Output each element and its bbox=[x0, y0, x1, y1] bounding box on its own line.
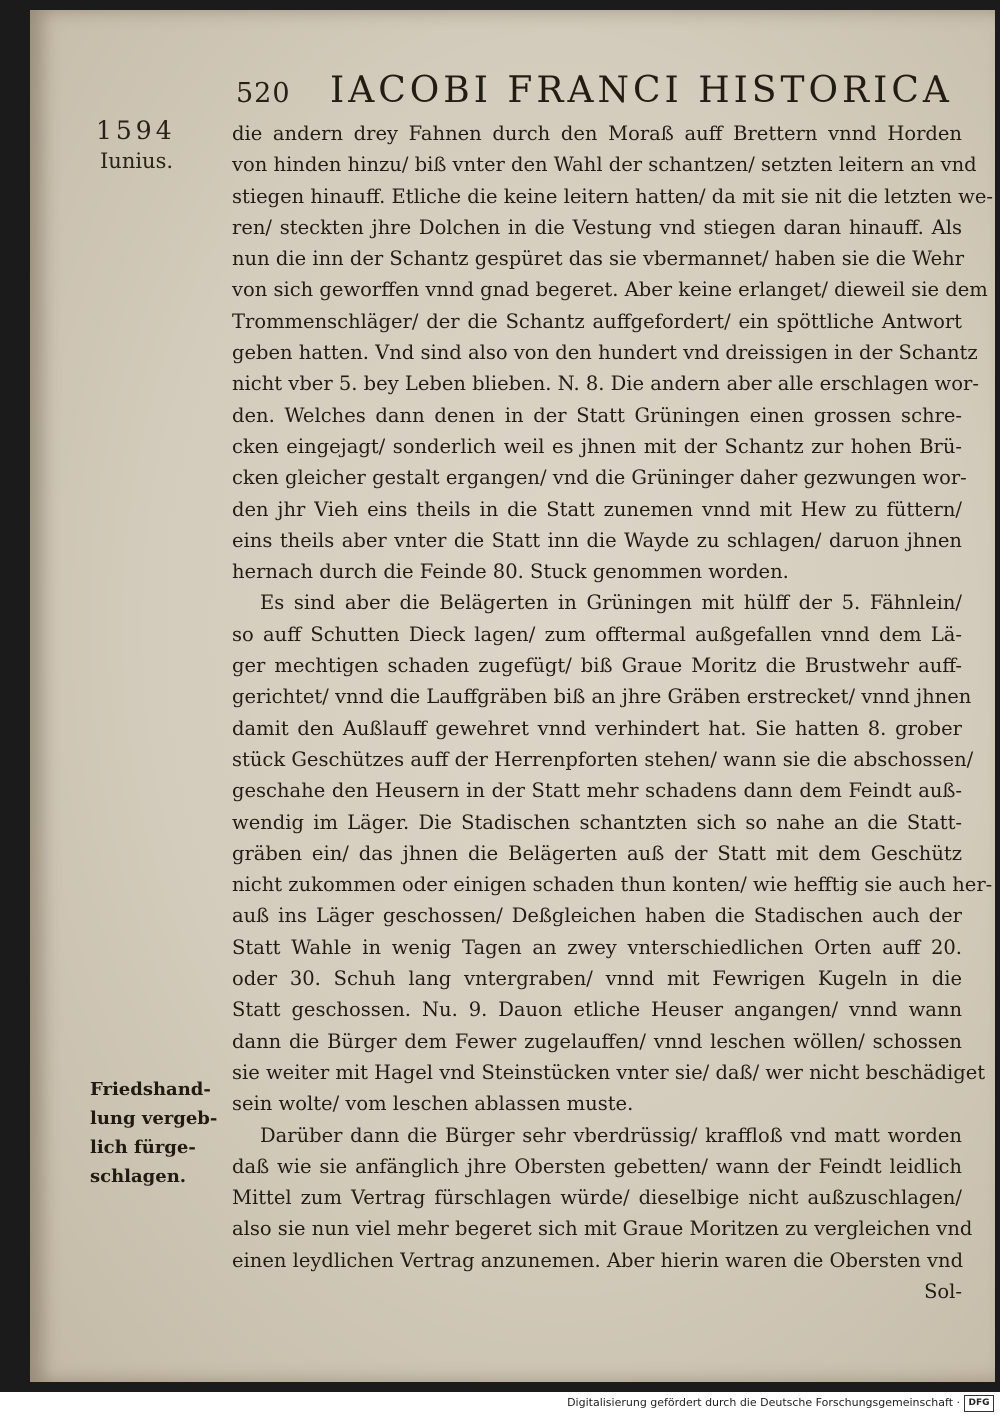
text-line: gräben ein/ das jhnen die Belägerten auß der Statt mit dem Geschütz bbox=[232, 841, 962, 865]
marginal-note-line: lung vergeb- bbox=[90, 1108, 218, 1129]
page-number: 520 bbox=[236, 78, 291, 109]
text-line: cken gleicher gestalt ergangen/ vnd die Grüninger daher gezwungen wor- bbox=[232, 466, 967, 490]
text-line: Mittel zum Vertrag fürschlagen würde/ dieselbige nicht außzuschlagen/ bbox=[232, 1186, 962, 1210]
text-line: cken eingejagt/ sonderlich weil es jhnen mit der Schantz zur hohen Brü- bbox=[232, 434, 962, 458]
text-line: stück Geschützes auff der Herrenpforten stehen/ wann sie die abschossen/ bbox=[232, 747, 974, 771]
text-line: dann die Bürger dem Fewer zugelauffen/ vnnd leschen wöllen/ schossen bbox=[232, 1029, 962, 1053]
text-line: Statt geschossen. Nu. 9. Dauon etliche Heuser angangen/ vnnd wann bbox=[232, 998, 962, 1022]
text-line: also sie nun viel mehr begeret sich mit Graue Moritzen zu vergleichen vnd bbox=[232, 1217, 973, 1241]
text-line: oder 30. Schuh lang vntergraben/ vnnd mit Fewrigen Kugeln in die bbox=[232, 967, 962, 991]
funding-notice: Digitalisierung gefördert durch die Deutsche Forschungsgemeinschaft · bbox=[567, 1396, 960, 1409]
text-line: gerichtet/ vnnd die Lauffgräben biß an jhre Gräben erstrecket/ vnnd jhnen bbox=[232, 685, 972, 709]
marginal-note-line: lich fürge- bbox=[90, 1137, 196, 1158]
text-line: wendig im Läger. Die Stadischen schantzten sich so nahe an die Statt- bbox=[232, 810, 962, 834]
text-line: Es sind aber die Belägerten in Grüningen mit hülff der 5. Fähnlein/ bbox=[260, 591, 962, 615]
text-line: einen leydlichen Vertrag anzunemen. Aber hierin waren die Obersten vnd bbox=[232, 1248, 964, 1272]
catchword: Sol- bbox=[924, 1279, 962, 1303]
text-line: nicht zukommen oder einigen schaden thun konten/ wie hefftig sie auch her- bbox=[232, 873, 993, 897]
text-line: den jhr Vieh eins theils in die Statt zunemen vnnd mit Hew zu füttern/ bbox=[232, 497, 962, 521]
text-line: ger mechtigen schaden zugefügt/ biß Graue Moritz die Brustwehr auff- bbox=[232, 654, 962, 678]
text-line: Darüber dann die Bürger sehr vberdrüssig/ kraffloß vnd matt worden bbox=[260, 1123, 962, 1147]
text-line: damit den Außlauff gewehret vnnd verhindert hat. Sie hatten 8. grober bbox=[232, 716, 962, 740]
text-line: eins theils aber vnter die Statt inn die Wayde zu schlagen/ daruon jhnen bbox=[232, 528, 962, 552]
marginal-note-line: schlagen. bbox=[90, 1166, 187, 1187]
marginal-note-line: Friedshand- bbox=[90, 1079, 211, 1100]
text-line: so auff Schutten Dieck lagen/ zum offtermal außgefallen vnnd dem Lä- bbox=[232, 622, 962, 646]
text-line: nun die inn der Schantz gespüret das sie vbermannet/ haben sie die Wehr bbox=[232, 247, 965, 271]
margin-year: 1594 bbox=[96, 116, 176, 145]
body-text bbox=[232, 118, 993, 1307]
text-line: den. Welches dann denen in der Statt Grüningen einen grossen schre- bbox=[232, 403, 962, 427]
text-line: hernach durch die Feinde 80. Stuck genommen worden. bbox=[232, 560, 789, 584]
margin-month: Iunius. bbox=[100, 149, 174, 173]
text-line: sein wolte/ vom leschen ablassen muste. bbox=[232, 1092, 634, 1116]
text-line: geben hatten. Vnd sind also von den hundert vnd dreissigen in der Schantz bbox=[232, 341, 978, 365]
footer-bar bbox=[0, 1392, 1000, 1415]
text-line: ren/ steckten jhre Dolchen in die Vestung vnd stiegen daran hinauff. Als bbox=[232, 215, 962, 239]
marginal-note bbox=[90, 1075, 220, 1191]
text-line: stiegen hinauff. Etliche die keine leitern hatten/ da mit sie nit die letzten we- bbox=[232, 184, 993, 208]
text-line: von hinden hinzu/ biß vnter den Wahl der schantzen/ setzten leitern an vnd bbox=[232, 153, 977, 177]
text-line: geschahe den Heusern in der Statt mehr schadens dann dem Feindt auß- bbox=[232, 779, 962, 803]
text-line: daß wie sie anfänglich jhre Obersten gebetten/ wann der Feindt leidlich bbox=[232, 1154, 962, 1178]
text-line: nicht vber 5. bey Leben blieben. N. 8. Die andern aber alle erschlagen wor- bbox=[232, 372, 979, 396]
text-line: auß ins Läger geschossen/ Deßgleichen haben die Stadischen auch der bbox=[232, 904, 962, 928]
text-line: Trommenschläger/ der die Schantz auffgefordert/ ein spöttliche Antwort bbox=[232, 309, 962, 333]
text-line: von sich geworffen vnnd gnad begeret. Aber keine erlanget/ dieweil sie dem bbox=[232, 278, 988, 302]
running-title: IACOBI FRANCI HISTORICA bbox=[330, 70, 953, 111]
dfg-logo-icon: DFG bbox=[964, 1395, 994, 1412]
text-line: die andern drey Fahnen durch den Moraß auff Brettern vnnd Horden bbox=[232, 122, 962, 145]
text-line: Statt Wahle in wenig Tagen an zwey vnterschiedlichen Orten auff 20. bbox=[232, 935, 962, 959]
text-line: sie weiter mit Hagel vnd Steinstücken vnter sie/ daß/ wer nicht beschädiget bbox=[232, 1060, 986, 1084]
